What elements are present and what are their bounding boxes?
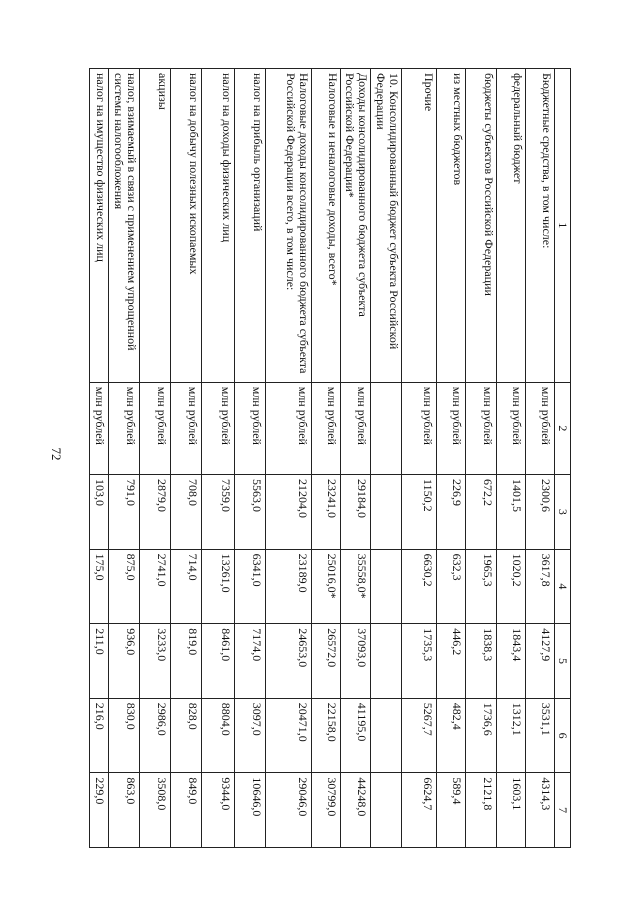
table-row xyxy=(526,69,555,848)
table-row xyxy=(90,69,109,848)
value-cell: 10646,0 xyxy=(235,773,266,848)
table-row xyxy=(497,69,526,848)
value-cell xyxy=(370,773,401,848)
value-cell xyxy=(370,698,401,773)
value-cell: 6341,0 xyxy=(235,549,266,624)
value-cell: 875,0 xyxy=(108,549,139,624)
value-cell: 216,0 xyxy=(90,698,109,773)
value-cell: 35558,0* xyxy=(340,549,370,624)
value-cell: 1150,2 xyxy=(401,475,436,550)
value-cell: 672,2 xyxy=(465,475,496,550)
table-row xyxy=(401,69,436,848)
value-cell: 29184,0 xyxy=(340,475,370,550)
table-body xyxy=(90,69,555,848)
row-unit: млн рублей xyxy=(170,382,201,474)
row-label: бюджеты субъектов Российской Федерации xyxy=(465,69,496,383)
value-cell: 4314,3 xyxy=(526,773,555,848)
rotated-table-wrapper xyxy=(89,68,571,848)
value-cell: 830,0 xyxy=(108,698,139,773)
value-cell: 1736,6 xyxy=(465,698,496,773)
column-header: 3 xyxy=(555,475,571,550)
value-cell: 22158,0 xyxy=(311,698,340,773)
row-unit: млн рублей xyxy=(311,382,340,474)
value-cell: 8461,0 xyxy=(201,624,234,699)
column-header: 1 xyxy=(555,69,571,383)
row-unit: млн рублей xyxy=(340,382,370,474)
value-cell: 714,0 xyxy=(170,549,201,624)
table-row xyxy=(266,69,312,848)
value-cell: 229,0 xyxy=(90,773,109,848)
column-header: 7 xyxy=(555,773,571,848)
table-row xyxy=(311,69,340,848)
value-cell: 6624,7 xyxy=(401,773,436,848)
value-cell: 29046,0 xyxy=(266,773,312,848)
value-cell: 7174,0 xyxy=(235,624,266,699)
value-cell: 819,0 xyxy=(170,624,201,699)
row-unit xyxy=(370,382,401,474)
header-row xyxy=(555,69,571,848)
value-cell: 5563,0 xyxy=(235,475,266,550)
row-unit: млн рублей xyxy=(235,382,266,474)
table-row xyxy=(108,69,139,848)
value-cell: 1843,4 xyxy=(497,624,526,699)
value-cell: 30799,0 xyxy=(311,773,340,848)
value-cell: 3508,0 xyxy=(139,773,170,848)
value-cell: 2741,0 xyxy=(139,549,170,624)
value-cell: 936,0 xyxy=(108,624,139,699)
value-cell: 25016,0* xyxy=(311,549,340,624)
table-row xyxy=(201,69,234,848)
row-label: федеральный бюджет xyxy=(497,69,526,383)
value-cell: 828,0 xyxy=(170,698,201,773)
row-label: 10. Консолидированный бюджет субъекта Российской Федерации xyxy=(370,69,401,383)
table-row xyxy=(465,69,496,848)
row-label: из местных бюджетов xyxy=(436,69,465,383)
row-label: Прочие xyxy=(401,69,436,383)
row-label: Бюджетные средства, в том числе: xyxy=(526,69,555,383)
value-cell: 103,0 xyxy=(90,475,109,550)
row-unit: млн рублей xyxy=(497,382,526,474)
row-unit: млн рублей xyxy=(465,382,496,474)
value-cell: 863,0 xyxy=(108,773,139,848)
value-cell: 175,0 xyxy=(90,549,109,624)
value-cell: 21204,0 xyxy=(266,475,312,550)
value-cell: 1312,1 xyxy=(497,698,526,773)
value-cell: 211,0 xyxy=(90,624,109,699)
page-number: 72 xyxy=(49,447,64,461)
row-unit: млн рублей xyxy=(401,382,436,474)
row-unit: млн рублей xyxy=(108,382,139,474)
row-unit: млн рублей xyxy=(201,382,234,474)
value-cell: 589,4 xyxy=(436,773,465,848)
value-cell: 1838,3 xyxy=(465,624,496,699)
value-cell: 2879,0 xyxy=(139,475,170,550)
value-cell: 26572,0 xyxy=(311,624,340,699)
column-header: 2 xyxy=(555,382,571,474)
value-cell xyxy=(370,475,401,550)
row-unit: млн рублей xyxy=(436,382,465,474)
row-unit: млн рублей xyxy=(90,382,109,474)
row-unit: млн рублей xyxy=(139,382,170,474)
row-label: акцизы xyxy=(139,69,170,383)
column-header: 5 xyxy=(555,624,571,699)
column-header: 6 xyxy=(555,698,571,773)
value-cell: 4127,9 xyxy=(526,624,555,699)
value-cell: 1401,5 xyxy=(497,475,526,550)
value-cell: 1735,3 xyxy=(401,624,436,699)
value-cell: 1020,2 xyxy=(497,549,526,624)
value-cell: 23241,0 xyxy=(311,475,340,550)
row-label: налог на доходы физических лиц xyxy=(201,69,234,383)
value-cell: 13261,0 xyxy=(201,549,234,624)
row-label: Налоговые и неналоговые доходы, всего* xyxy=(311,69,340,383)
value-cell: 632,3 xyxy=(436,549,465,624)
value-cell: 3617,8 xyxy=(526,549,555,624)
value-cell: 24653,0 xyxy=(266,624,312,699)
budget-table xyxy=(89,68,571,848)
table-row xyxy=(370,69,401,848)
row-label: налог на прибыль организаций xyxy=(235,69,266,383)
value-cell xyxy=(370,549,401,624)
value-cell: 2121,8 xyxy=(465,773,496,848)
value-cell: 482,4 xyxy=(436,698,465,773)
row-unit: млн рублей xyxy=(526,382,555,474)
value-cell: 6630,2 xyxy=(401,549,436,624)
value-cell: 44248,0 xyxy=(340,773,370,848)
table-row xyxy=(170,69,201,848)
value-cell: 7359,0 xyxy=(201,475,234,550)
value-cell: 3097,0 xyxy=(235,698,266,773)
value-cell: 3531,1 xyxy=(526,698,555,773)
value-cell: 2300,6 xyxy=(526,475,555,550)
table-row xyxy=(235,69,266,848)
row-label: налог, взимаемый в связи с применением упрощенной системы налогообложения xyxy=(108,69,139,383)
value-cell: 41195,0 xyxy=(340,698,370,773)
value-cell: 3233,0 xyxy=(139,624,170,699)
value-cell: 446,2 xyxy=(436,624,465,699)
row-label: налог на имущество физических лиц xyxy=(90,69,109,383)
value-cell: 23189,0 xyxy=(266,549,312,624)
value-cell xyxy=(370,624,401,699)
value-cell: 5267,7 xyxy=(401,698,436,773)
row-label: налог на добычу полезных ископаемых xyxy=(170,69,201,383)
table-row xyxy=(436,69,465,848)
value-cell: 1603,1 xyxy=(497,773,526,848)
row-label: Налоговые доходы консолидированного бюджета субъекта Российской Федерации всего, в том числе: xyxy=(266,69,312,383)
value-cell: 8804,0 xyxy=(201,698,234,773)
value-cell: 226,9 xyxy=(436,475,465,550)
value-cell: 9344,0 xyxy=(201,773,234,848)
table-row xyxy=(139,69,170,848)
value-cell: 37093,0 xyxy=(340,624,370,699)
value-cell: 20471,0 xyxy=(266,698,312,773)
value-cell: 791,0 xyxy=(108,475,139,550)
value-cell: 708,0 xyxy=(170,475,201,550)
value-cell: 849,0 xyxy=(170,773,201,848)
value-cell: 1965,3 xyxy=(465,549,496,624)
row-label: Доходы консолидированного бюджета субъекта Российской Федерации* xyxy=(340,69,370,383)
row-unit: млн рублей xyxy=(266,382,312,474)
value-cell: 2986,0 xyxy=(139,698,170,773)
table-row xyxy=(340,69,370,848)
column-header: 4 xyxy=(555,549,571,624)
